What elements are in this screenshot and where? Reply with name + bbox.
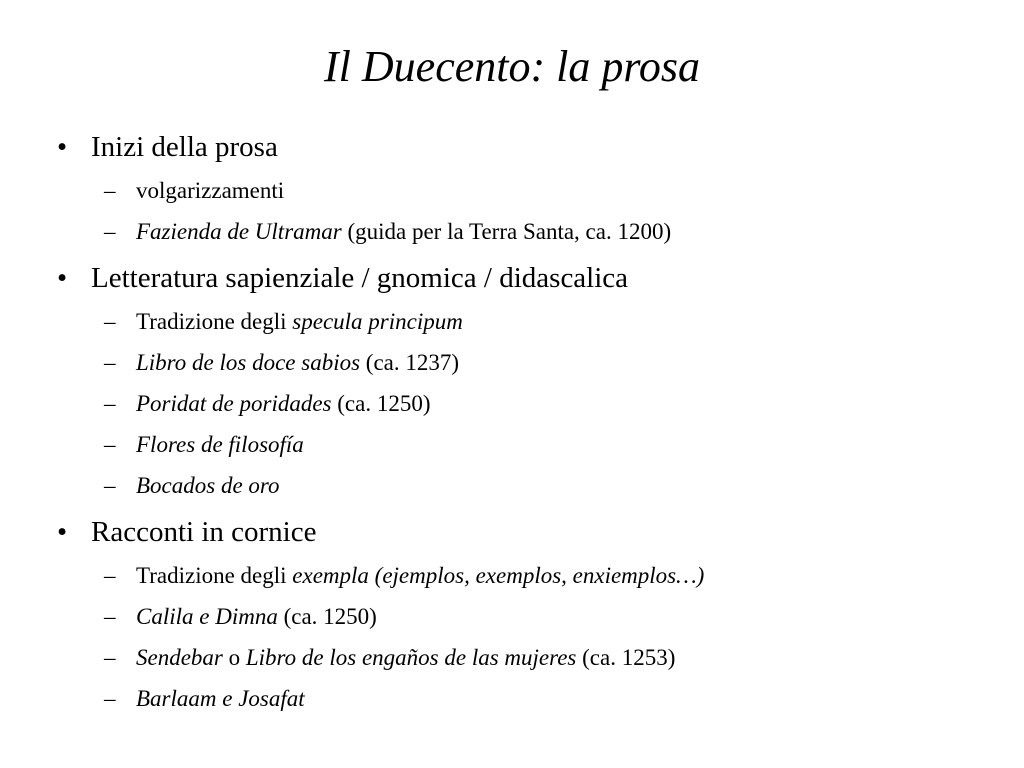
dash-glyph: – [104,645,116,670]
sub-item [104,389,431,419]
sub-item-italic: exempla (ejemplos, exemplos, enxiemplos…) [292,563,705,588]
dash-glyph: – [104,604,116,629]
dash-glyph: – [104,473,116,498]
dash-glyph: – [104,391,116,416]
bullet-item-letteratura [57,260,628,296]
sub-item-text: Tradizione degli [136,309,293,334]
sub-item-italic: Libro de los doce sabios [136,350,361,375]
sub-item-text: (guida per la Terra Santa, ca. 1200) [341,219,672,244]
sub-item-italic: Flores de filosofía [136,432,304,457]
sub-item-text: volgarizzamenti [136,178,285,203]
sub-item-italic: specula principum [292,309,463,334]
dash-glyph: – [104,686,116,711]
dash-glyph: – [104,350,116,375]
sub-item-text: o [222,645,246,670]
sub-item-text: (ca. 1237) [360,350,460,375]
dash-glyph: – [104,432,116,457]
sub-item [104,307,463,337]
sub-item-text: (ca. 1250) [277,604,377,629]
bullet-glyph: • [57,262,68,294]
sub-item [104,471,280,501]
dash-glyph: – [104,309,116,334]
sub-item-text: (ca. 1253) [576,645,676,670]
sub-item-text: (ca. 1250) [331,391,431,416]
dash-glyph: – [104,219,116,244]
bullet-text: Racconti in cornice [91,516,317,548]
sub-item-italic: Bocados de oro [136,473,280,498]
sub-item [104,217,671,247]
sub-item-italic: Fazienda de Ultramar [136,219,342,244]
bullet-text: Letteratura sapienziale / gnomica / didascalica [91,262,629,294]
sub-item-italic: Barlaam e Josafat [136,686,305,711]
slide-title: Il Duecento: la prosa [324,42,700,91]
sub-item [104,561,704,591]
sub-item [104,602,377,632]
bullet-glyph: • [57,131,68,163]
sub-item [104,348,459,378]
sub-item [104,176,284,206]
sub-item-text: Tradizione degli [136,563,293,588]
sub-item [104,684,305,714]
sub-item [104,430,304,460]
bullet-item-inizi [57,129,278,165]
dash-glyph: – [104,563,116,588]
sub-item-italic: Calila e Dimna [136,604,278,629]
bullet-glyph: • [57,516,68,548]
sub-item-italic: Libro de los engaños de las mujeres [245,645,577,670]
bullet-item-racconti [57,514,316,550]
sub-item-italic: Sendebar [136,645,223,670]
dash-glyph: – [104,178,116,203]
sub-item [104,643,675,673]
bullet-text: Inizi della prosa [91,131,278,163]
sub-item-italic: Poridat de poridades [136,391,332,416]
